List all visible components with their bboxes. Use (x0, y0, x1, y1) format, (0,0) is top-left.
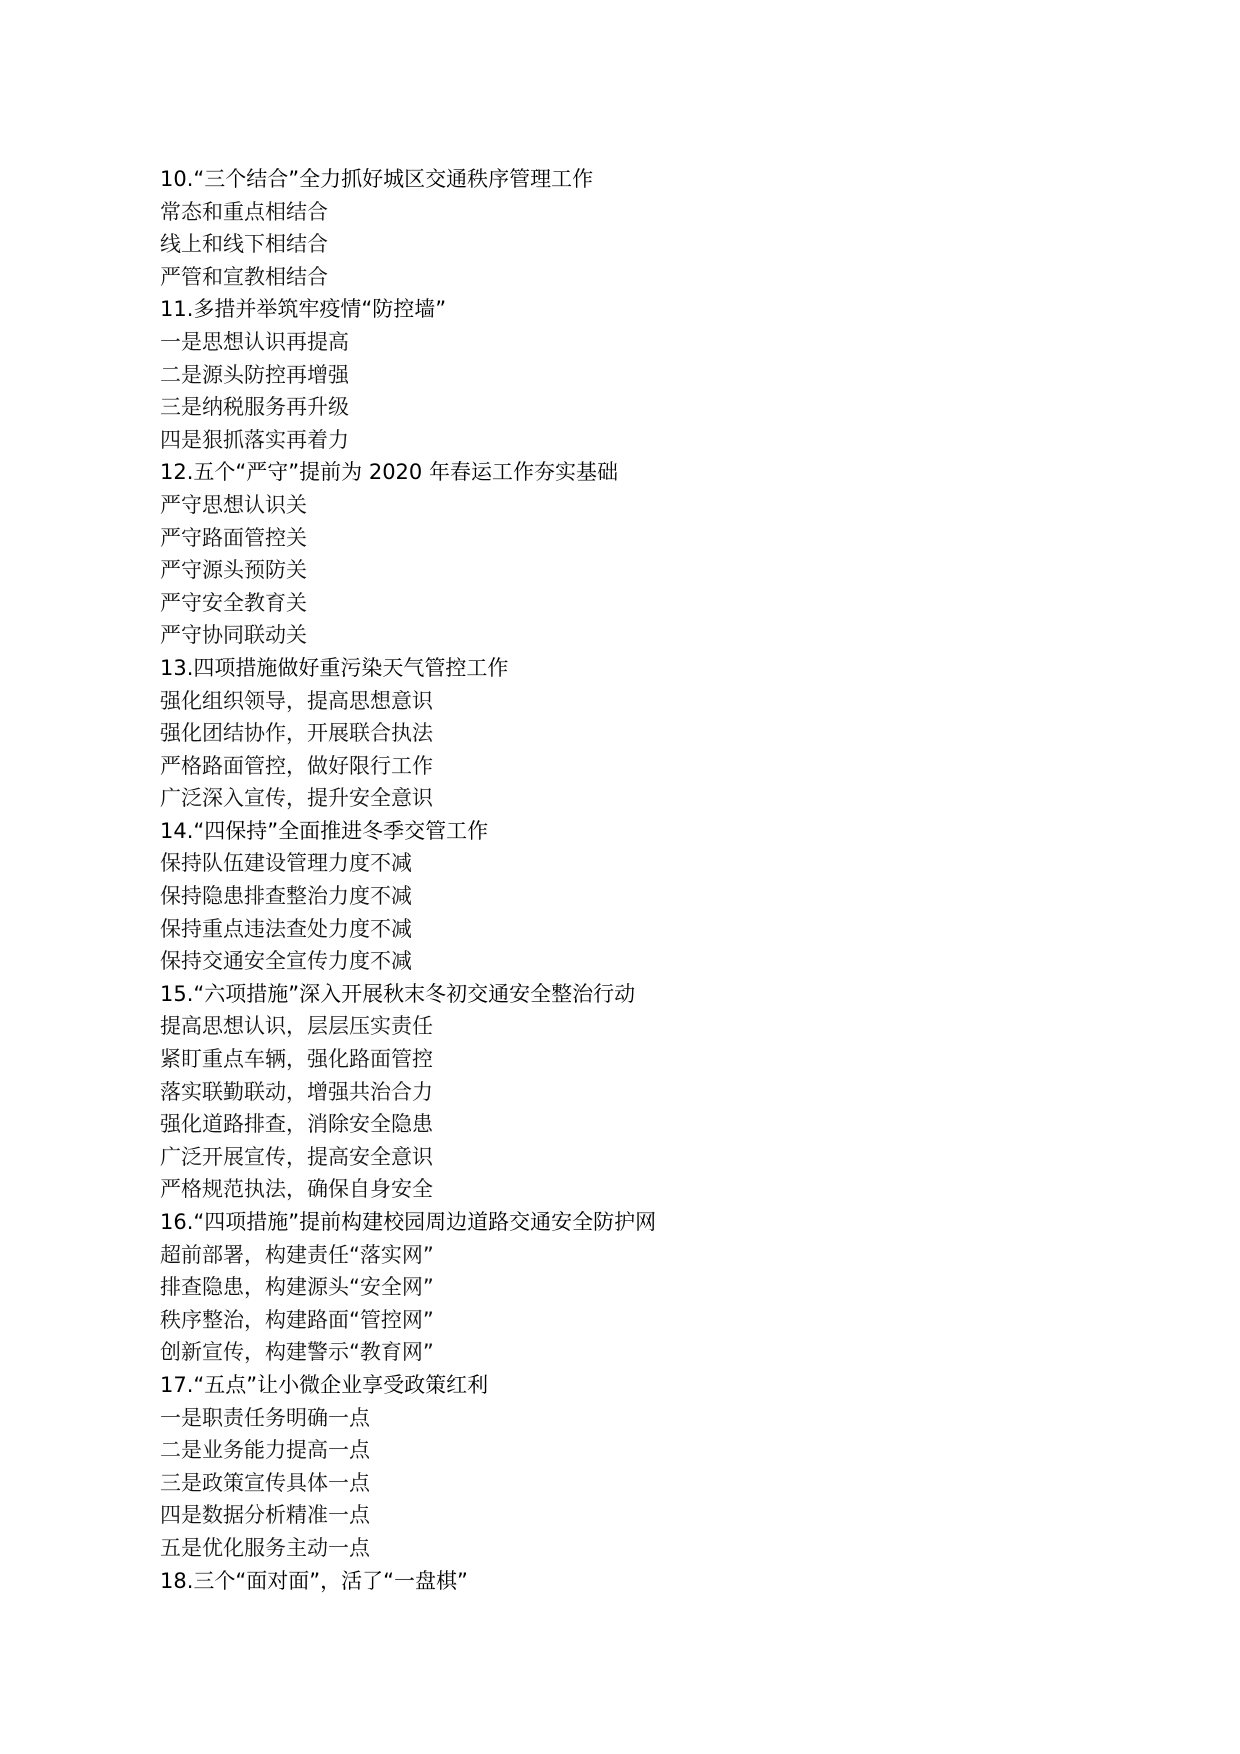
list-item: 创新宣传，构建警示“教育网” (160, 1340, 434, 1365)
list-item: 落实联勤联动，增强共治合力 (160, 1079, 433, 1104)
heading-14: 14.“四保持”全面推进冬季交管工作 (160, 818, 489, 843)
list-item: 严格规范执法，确保自身安全 (160, 1177, 433, 1202)
list-item: 强化团结协作，开展联合执法 (160, 721, 433, 746)
list-item: 排查隐患，构建源头“安全网” (160, 1275, 434, 1300)
list-item: 保持重点违法查处力度不减 (160, 916, 412, 941)
heading-17: 17.“五点”让小微企业享受政策红利 (160, 1372, 489, 1397)
list-item: 强化组织领导，提高思想意识 (160, 688, 433, 713)
heading-18: 18.三个“面对面”，活了“一盘棋” (160, 1568, 468, 1593)
list-item: 三是政策宣传具体一点 (160, 1470, 370, 1495)
document-body (160, 163, 1160, 1597)
list-item: 保持交通安全宣传力度不减 (160, 949, 412, 974)
list-item: 二是源头防控再增强 (160, 362, 349, 387)
list-item: 线上和线下相结合 (160, 232, 328, 257)
list-item: 严守安全教育关 (160, 590, 307, 615)
list-item: 严守思想认识关 (160, 492, 307, 517)
list-item: 四是狠抓落实再着力 (160, 427, 349, 452)
list-item: 严管和宣教相结合 (160, 264, 328, 289)
list-item: 保持队伍建设管理力度不减 (160, 851, 412, 876)
list-item: 超前部署，构建责任“落实网” (160, 1242, 434, 1267)
list-item: 保持隐患排查整治力度不减 (160, 884, 412, 909)
list-item: 一是职责任务明确一点 (160, 1405, 370, 1430)
heading-11: 11.多措并举筑牢疫情“防控墙” (160, 297, 447, 322)
heading-15: 15.“六项措施”深入开展秋末冬初交通安全整治行动 (160, 981, 636, 1006)
list-item: 广泛开展宣传，提高安全意识 (160, 1144, 433, 1169)
list-item: 紧盯重点车辆，强化路面管控 (160, 1047, 433, 1072)
list-item: 常态和重点相结合 (160, 199, 328, 224)
list-item: 广泛深入宣传，提升安全意识 (160, 786, 433, 811)
heading-13: 13.四项措施做好重污染天气管控工作 (160, 655, 509, 680)
list-item: 严守源头预防关 (160, 558, 307, 583)
list-item: 秩序整治，构建路面“管控网” (160, 1307, 434, 1332)
heading-10: 10.“三个结合”全力抓好城区交通秩序管理工作 (160, 167, 594, 191)
list-item: 强化道路排查，消除安全隐患 (160, 1112, 433, 1137)
list-item: 二是业务能力提高一点 (160, 1438, 370, 1463)
list-item: 三是纳税服务再升级 (160, 395, 349, 420)
list-item: 一是思想认识再提高 (160, 329, 349, 354)
list-item: 四是数据分析精准一点 (160, 1503, 370, 1528)
list-item: 五是优化服务主动一点 (160, 1535, 370, 1560)
list-item: 提高思想认识，层层压实责任 (160, 1014, 433, 1039)
heading-16: 16.“四项措施”提前构建校园周边道路交通安全防护网 (160, 1210, 657, 1234)
list-item: 严格路面管控，做好限行工作 (160, 753, 433, 778)
list-item: 严守路面管控关 (160, 525, 307, 550)
list-item: 严守协同联动关 (160, 623, 307, 648)
heading-12: 12.五个“严守”提前为 2020 年春运工作夯实基础 (160, 460, 618, 485)
